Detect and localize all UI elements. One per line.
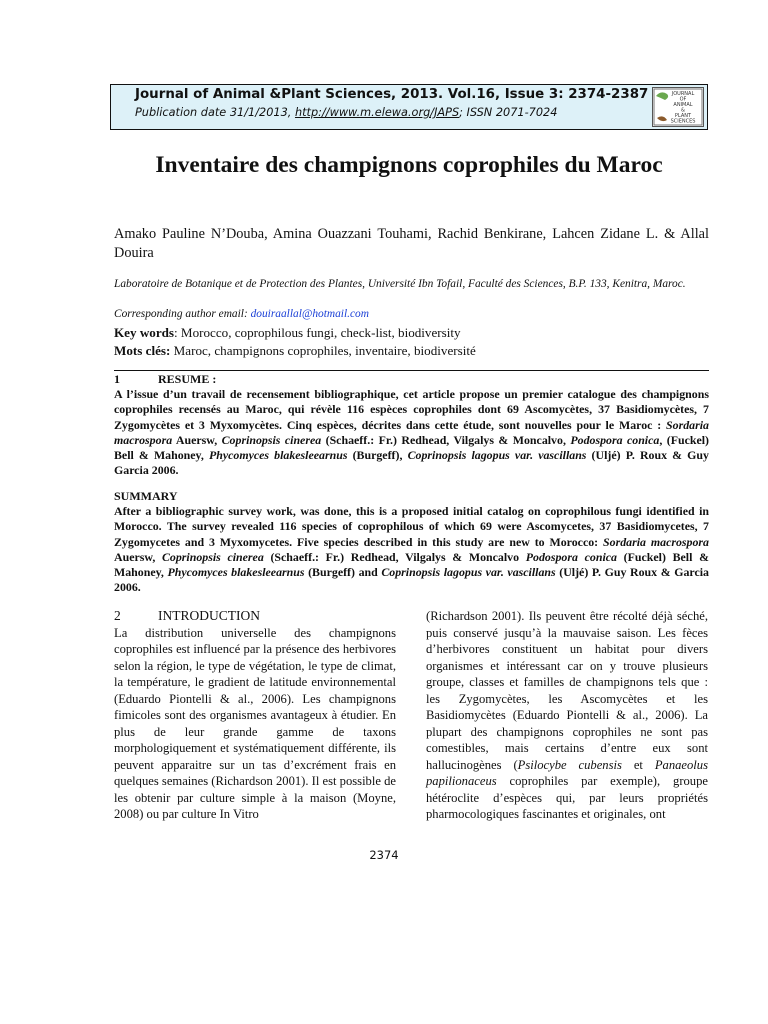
species-name: Coprinopsis lagopus var. vascillans bbox=[407, 448, 587, 463]
abstract-text: Auersw, bbox=[172, 432, 222, 447]
publication-info bbox=[135, 106, 557, 119]
species-name: Coprinopsis lagopus var. vascillans bbox=[381, 565, 556, 580]
abstract-text: (Uljé) P. Roux & Guy Garcia 2006. bbox=[114, 448, 709, 478]
corresponding-email bbox=[114, 308, 369, 320]
species-name: Phycomyces blakesleearnus bbox=[167, 565, 305, 580]
abstract-text: (Schaeff.: Fr.) Redhead, Vilgalys & Moncalvo bbox=[263, 549, 526, 564]
species-name: Sordaria macrospora bbox=[114, 417, 709, 447]
issn: ; ISSN 2071-7024 bbox=[459, 106, 558, 119]
summary-abstract bbox=[114, 504, 709, 596]
species-name: Panaeolus papilionaceus bbox=[426, 757, 708, 788]
body-text: (Richardson 2001). Ils peuvent être récolté déjà séché, puis conservé jusqu’à la mauvaise saison. Les fèces d’herbivores constituent un habitat pour divers organismes et intéressant car on y trouve plusieurs groupe, classes et familles de champignons tels que : les Zygomycètes, les Ascomycètes et les Basidiomycètes (Eduardo Piontelli & al., 2006). La plupart des champignons coprophiles ne sont pas comestibles, mais certains d’entre eux sont hallucinogènes ( bbox=[426, 609, 708, 772]
abstract-text: , (Fuckel) Bell & Mahoney, bbox=[114, 432, 710, 463]
abstract-text: After a bibliographic survey work, was done, this is a proposed initial catalog on coprophilous fungi identified in Morocco. The survey revealed 116 species of coprophilous of which 69 were Ascomycetes, 37 Basidiomycetes, 7 Zygomycetes and 3 Myxomycetes. Five species described in this study are new to Morocco: bbox=[114, 504, 709, 549]
species-name: Psilocybe cubensis bbox=[517, 757, 622, 772]
body-paragraph: La distribution universelle des champignons coprophiles est influencé par la présence des herbivores selon la région, le type de végétation, le type de climat, la température, le gradient de latitude environnemental (Eduardo Piontelli & al., 2006). Les champignons fimicoles sont des organismes avantageux à étudier. En plus de leur grande gamme de taxons morphologiquement et systématiquement différente, ils peuvent apparaitre sur un tas d’excrément frais en quelques semaines (Richardson 2001). Il est possible de les obtenir par culture simple à la maison (Moyne, 2008) ou par culture In Vitro bbox=[114, 625, 396, 821]
section-number: 1 bbox=[114, 372, 120, 386]
journal-header-box bbox=[110, 84, 708, 130]
resume-abstract bbox=[114, 387, 709, 479]
introduction-heading bbox=[114, 608, 396, 625]
journal-citation: Journal of Animal &Plant Sciences, 2013. Vol.16, Issue 3: 2374-2387 bbox=[135, 87, 649, 102]
affiliation: Laboratoire de Botanique et de Protection des Plantes, Université Ibn Tofail, Faculté des Sciences, B.P. 133, Kenitra, Maroc. bbox=[114, 278, 686, 290]
abstract-text: (Fuckel) Bell & Mahoney, bbox=[114, 549, 709, 580]
summary-heading: SUMMARY bbox=[114, 489, 178, 503]
mots-cles-label: Mots clés: bbox=[114, 343, 171, 358]
section-title: RESUME : bbox=[158, 372, 217, 386]
species-name: Coprinopsis cinerea bbox=[221, 432, 322, 447]
logo-text-line: ANIMAL bbox=[673, 102, 693, 108]
species-name: Phycomyces blakesleearnus bbox=[208, 448, 348, 463]
journal-url-link[interactable]: http://www.m.elewa.org/JAPS bbox=[294, 106, 460, 119]
body-column-left bbox=[114, 608, 396, 823]
section-title: INTRODUCTION bbox=[158, 608, 260, 623]
logo-text-line: & bbox=[681, 107, 685, 114]
species-name: Coprinopsis cinerea bbox=[161, 549, 264, 564]
article-title: Inventaire des champignons coprophiles du Maroc bbox=[155, 152, 663, 178]
logo-text-line: JOURNAL bbox=[671, 91, 695, 97]
mots-cles-text: Maroc, champignons coprophiles, inventaire, biodiversité bbox=[170, 343, 476, 358]
abstract-text: A l’issue d’un travail de recensement bibliographique, cet article propose un premier catalogue des champignons coprophiles recensés au Maroc, qui révèle 116 espèces coprophiles dont 69 Ascomycètes, 37 Basidiomycètes, 7 Zygomycètes et 3 Myxomycètes. Cinq espèces, décrites dans cette étude, sont nouvelles pour le Maroc : bbox=[114, 387, 709, 432]
keywords-fr bbox=[114, 342, 476, 359]
abstract-text: (Uljé) P. Guy Roux & Garcia 2006. bbox=[114, 565, 709, 595]
logo-text-line: OF bbox=[679, 96, 687, 103]
species-name: Sordaria macrospora bbox=[603, 534, 710, 549]
keywords-text: : Morocco, coprophilous fungi, check-list, biodiversity bbox=[174, 325, 461, 340]
species-name: Podospora conica bbox=[570, 432, 660, 447]
section-divider bbox=[114, 370, 709, 371]
logo-text-line: PLANT bbox=[674, 113, 692, 119]
abstract-text: Auersw, bbox=[114, 549, 162, 564]
publication-date: Publication date 31/1/2013, bbox=[135, 106, 295, 119]
abstract-text: (Schaeff.: Fr.) Redhead, Vilgalys & Moncalvo, bbox=[321, 432, 571, 447]
keywords-en bbox=[114, 324, 461, 341]
resume-heading bbox=[114, 372, 216, 387]
logo-text-line: SCIENCES bbox=[670, 118, 696, 125]
journal-logo bbox=[652, 87, 704, 127]
page-number: 2374 bbox=[369, 848, 399, 862]
section-number: 2 bbox=[114, 608, 121, 623]
species-name: Podospora conica bbox=[525, 549, 617, 564]
abstract-text: (Burgeff), bbox=[347, 448, 408, 463]
body-text: coprophiles par exemple), groupe hétéroclite d’espèces qui, par leurs propriétés pharmocologiques fascinantes et originales, ont bbox=[426, 774, 708, 821]
abstract-text: (Burgeff) and bbox=[304, 565, 382, 580]
email-label: Corresponding author email: bbox=[114, 308, 251, 320]
author-list: Amako Pauline N’Douba, Amina Ouazzani Touhami, Rachid Benkirane, Lahcen Zidane L. & Allal Douira bbox=[114, 226, 709, 261]
body-text: et bbox=[621, 757, 655, 772]
email-link[interactable]: douiraallal@hotmail.com bbox=[250, 308, 369, 320]
keywords-label: Key words bbox=[114, 325, 175, 340]
body-column-right bbox=[426, 608, 708, 823]
